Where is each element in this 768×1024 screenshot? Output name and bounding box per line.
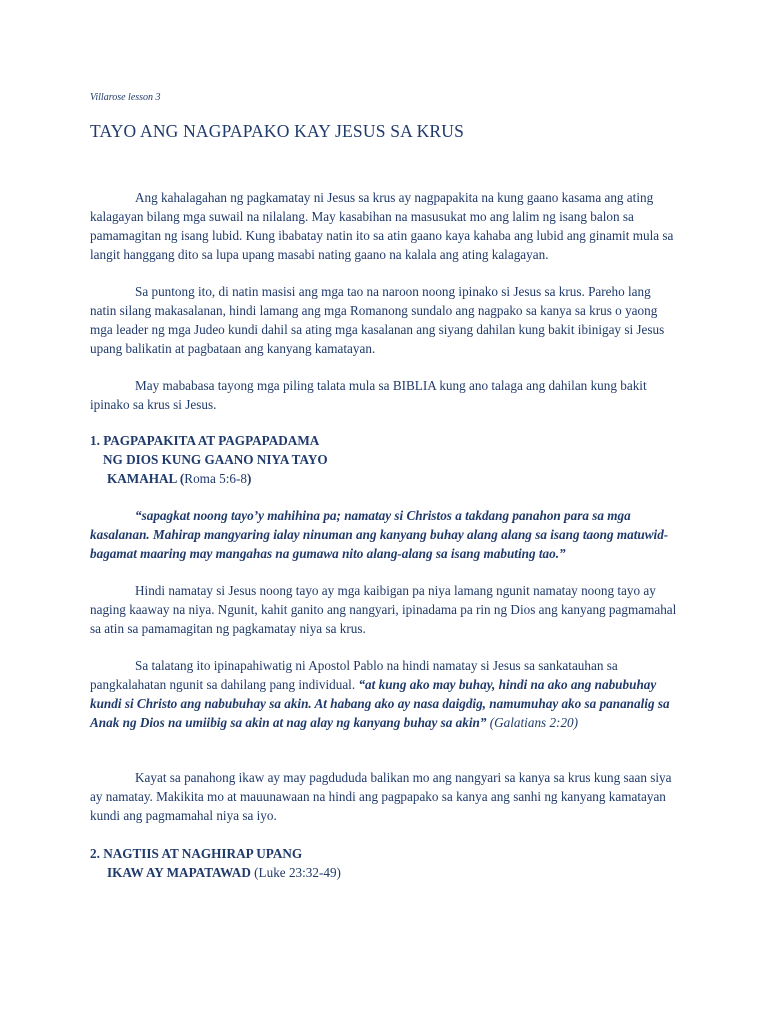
paragraph-1: Ang kahalagahan ng pagkamatay ni Jesus sa krus ay nagpapakita na kung gaano kasama ang ating kalagayan bilang mga suwail na nilalang. May kasabihan na masusukat mo ang lalim ng isang balon sa pamamagitan ng isang lubid. Kung ibabatay natin ito sa atin gaano kaya kahaba ang lubid ang ginamit mula sa langit hanggang dito sa lupa upang masabi nating gaano na kalala ang ating kalagayan. [90, 190, 674, 262]
section-1-heading-line-2: NG DIOS KUNG GAANO NIYA TAYO [103, 452, 328, 467]
paragraph-6: Kayat sa panahong ikaw ay may pagdududa balikan mo ang nangyari sa kanya sa krus kung saan siya ay namatay. Makikita mo at mauunawaan na hindi ang pagpapako sa kanya ang sanhi ng kanyang kamatayan kundi ang pagmamahal niya sa iyo. [90, 770, 672, 823]
paragraph-4: Hindi namatay si Jesus noong tayo ay mga kaibigan pa niya lamang ngunit namatay noong tayo ay naging kaaway na niya. Ngunit, kahit ganito ang nangyari, ipinadama pa rin ng Dios ang kanyang pagmamahal sa atin sa pamamagitan ng pagkamatay niya sa krus. [90, 583, 677, 636]
section-1-heading [90, 431, 680, 488]
section-2-heading-line-2 [90, 863, 680, 882]
paragraph-2: Sa puntong ito, di natin masisi ang mga tao na naroon noong ipinako si Jesus sa krus. Pareho lang natin silang makasalanan, hindi lamang ang mga Romanong sundalo ang nagpako sa kanya sa krus o yaong mga leader ng mga Judeo kundi dahil sa ating mga kasalanan ang siyang dahilan kung bakit ibinigay si Jesus upang balikatin at pagbataan ang kanyang kamatayan. [90, 284, 665, 356]
section-2-heading-line-1: 2. NAGTIIS AT NAGHIRAP UPANG [90, 846, 303, 861]
section-2-reference: (Luke 23:32-49) [250, 865, 341, 880]
paragraph-5-reference: (Galatians 2:20) [486, 715, 579, 730]
section-1-heading-label: KAMAHAL ( [107, 471, 185, 486]
section-1-heading-line-1: 1. PAGPAPAKITA AT PAGPAPADAMA [90, 433, 320, 448]
paragraph-5-quote: “at kung ako may buhay, hindi na ako ang nabubuhay kundi si Christo ang nabubuhay sa akin. At habang ako ay nasa daigdig, namumuhay ako sa pananalig sa Anak ng Dios na umiibig sa akin at nag alay ng kanyang buhay sa akin” [90, 677, 670, 730]
paragraph-5 [90, 656, 680, 732]
document-label: Villarose lesson 3 [90, 92, 161, 103]
quote-1: “sapagkat noong tayo’y mahihina pa; namatay si Christos a takdang panahon para sa mga kasalanan. Mahirap mangyaring ialay ninuman ang kanyang buhay alang alang sa isang taong matuwid-bagamat maaring may mangahas na gumawa nito alang-alang sa isang mabuting tao.” [90, 508, 669, 561]
document-title: TAYO ANG NAGPAPAKO KAY JESUS SA KRUS [90, 121, 465, 141]
section-1-heading-close: ) [246, 471, 252, 486]
section-2-heading-label: IKAW AY MAPATAWAD [107, 865, 251, 880]
section-1-reference: Roma 5:6-8 [184, 471, 247, 486]
section-2-heading [90, 844, 680, 882]
section-1-heading-line-3 [90, 469, 680, 488]
paragraph-5-intro: Sa talatang ito ipinapahiwatig ni Apostol Pablo na hindi namatay si Jesus sa sankatauhan sa pangkalahatan ngunit sa dahilang pang individual. [90, 658, 618, 692]
paragraph-3: May mababasa tayong mga piling talata mula sa BIBLIA kung ano talaga ang dahilan kung bakit ipinako sa krus si Jesus. [90, 378, 647, 412]
